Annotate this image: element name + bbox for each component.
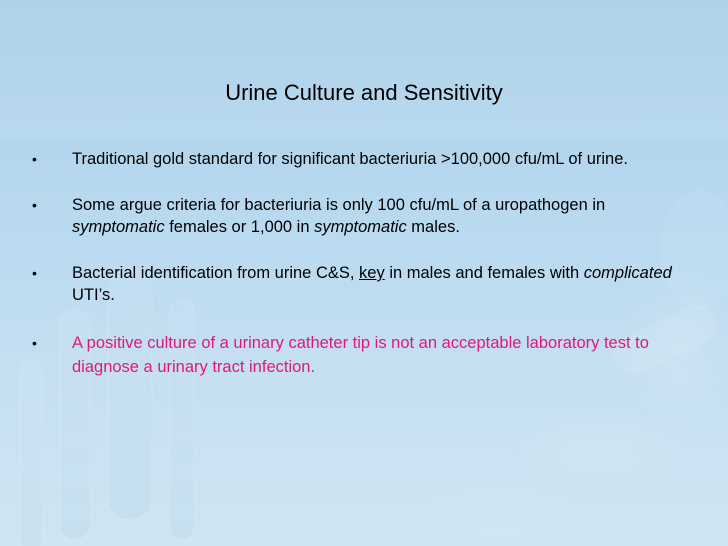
bullet-dot: • xyxy=(32,335,37,351)
bullet-dot: • xyxy=(32,265,37,281)
emphasis-text: complicated xyxy=(583,264,672,282)
bullet-item-highlight xyxy=(30,331,690,379)
bullet-text: females or 1,000 in xyxy=(164,218,315,236)
bullet-text: males. xyxy=(406,218,460,236)
underlined-text: key xyxy=(359,264,385,282)
bullet-text-highlight: A positive culture of a urinary catheter tip is not an acceptable laboratory test to diagnose a urinary tract infection. xyxy=(72,334,649,376)
bullet-list xyxy=(30,148,690,379)
bullet-item xyxy=(30,194,690,238)
bullet-dot: • xyxy=(32,197,37,213)
emphasis-text: symptomatic xyxy=(314,218,407,236)
bullet-text: in males and females with xyxy=(384,264,584,282)
bullet-item xyxy=(30,262,690,306)
bullet-text: Traditional gold standard for significant bacteriuria >100,000 cfu/mL of urine. xyxy=(72,150,628,168)
slide-title: Urine Culture and Sensitivity xyxy=(225,80,503,105)
bullet-text: Some argue criteria for bacteriuria is only 100 cfu/mL of a uropathogen in xyxy=(72,196,606,214)
emphasis-text: symptomatic xyxy=(72,218,165,236)
bullet-dot: • xyxy=(32,151,37,167)
bullet-text: UTI’s. xyxy=(72,286,115,304)
bullet-item xyxy=(30,148,690,170)
bullet-text: Bacterial identification from urine C&S, xyxy=(72,264,360,282)
